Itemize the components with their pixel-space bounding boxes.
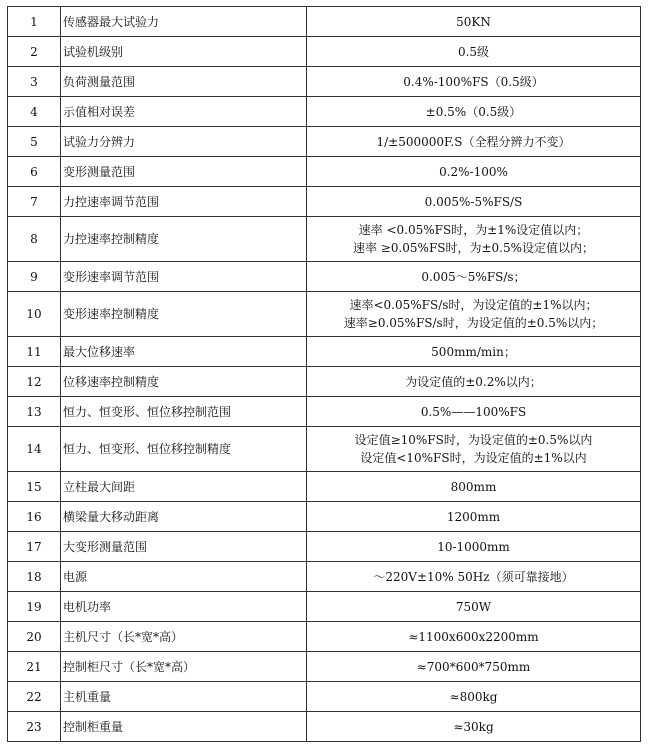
value-line: 10-1000mm (437, 539, 510, 554)
value-line: 设定值<10%FS时，为设定值的±1%以内 (360, 451, 587, 465)
parameter-value (307, 502, 641, 532)
value-line: ±0.5%（0.5级） (425, 105, 522, 119)
table-row (8, 712, 641, 742)
table-row (8, 7, 641, 37)
table-row (8, 397, 641, 427)
value-line: 速率 <0.05%FS时，为±1%设定值以内； (358, 223, 589, 237)
parameter-value (307, 127, 641, 157)
value-line: 500mm/min； (431, 345, 516, 359)
value-line: 速率<0.05%FS/s时，为设定值的±1%以内； (349, 298, 598, 312)
value-line: 1/±500000F.S（全程分辨力不变） (376, 135, 571, 149)
row-number: 20 (8, 622, 61, 652)
parameter-value (307, 592, 641, 622)
value-line: 1200mm (446, 509, 501, 524)
table-row (8, 502, 641, 532)
value-line: 0.4%-100%FS（0.5级） (403, 75, 544, 89)
row-number: 15 (8, 472, 61, 502)
value-line: ≈800kg (449, 689, 498, 704)
table-row (8, 367, 641, 397)
parameter-name: 示值相对误差 (61, 97, 307, 127)
parameter-name: 最大位移速率 (61, 337, 307, 367)
value-line: 0.005%-5%FS/S (424, 194, 523, 209)
row-number: 11 (8, 337, 61, 367)
value-line: ～220V±10% 50Hz（须可靠接地） (373, 570, 574, 584)
row-number: 4 (8, 97, 61, 127)
parameter-name: 试验力分辨力 (61, 127, 307, 157)
row-number: 5 (8, 127, 61, 157)
parameter-name: 控制柜重量 (61, 712, 307, 742)
parameter-name: 力控速率调节范围 (61, 187, 307, 217)
value-line: 设定值≥10%FS时，为设定值的±0.5%以内 (354, 433, 593, 447)
parameter-name: 传感器最大试验力 (61, 7, 307, 37)
value-line: 0.5%——100%FS (420, 404, 527, 419)
spec-table-body (8, 7, 641, 742)
value-line: 速率≥0.05%FS/s时，为设定值的±0.5%以内； (343, 316, 604, 330)
table-row (8, 652, 641, 682)
value-line: ≈1100x600x2200mm (408, 629, 539, 644)
table-row (8, 337, 641, 367)
table-row (8, 427, 641, 472)
table-row (8, 37, 641, 67)
parameter-name: 变形测量范围 (61, 157, 307, 187)
row-number: 2 (8, 37, 61, 67)
parameter-name: 立柱最大间距 (61, 472, 307, 502)
parameter-value (307, 397, 641, 427)
parameter-name: 试验机级别 (61, 37, 307, 67)
parameter-name: 负荷测量范围 (61, 67, 307, 97)
parameter-value (307, 187, 641, 217)
table-row (8, 562, 641, 592)
table-row (8, 622, 641, 652)
parameter-value (307, 532, 641, 562)
parameter-name: 位移速率控制精度 (61, 367, 307, 397)
value-line: 为设定值的±0.2%以内； (405, 375, 542, 389)
parameter-name: 主机重量 (61, 682, 307, 712)
parameter-value (307, 367, 641, 397)
parameter-value (307, 157, 641, 187)
parameter-name: 变形速率控制精度 (61, 292, 307, 337)
parameter-value (307, 622, 641, 652)
table-row (8, 157, 641, 187)
parameter-value (307, 292, 641, 337)
value-line: 800mm (450, 479, 497, 494)
parameter-value (307, 337, 641, 367)
parameter-name: 主机尺寸（长*宽*高） (61, 622, 307, 652)
value-line: ≈700*600*750mm (416, 659, 531, 674)
parameter-name: 恒力、恒变形、恒位移控制范围 (61, 397, 307, 427)
parameter-value (307, 97, 641, 127)
row-number: 23 (8, 712, 61, 742)
value-line: 0.2%-100% (439, 164, 508, 179)
row-number: 6 (8, 157, 61, 187)
table-row (8, 127, 641, 157)
parameter-value (307, 427, 641, 472)
parameter-value (307, 472, 641, 502)
row-number: 13 (8, 397, 61, 427)
value-line: ≈30kg (453, 719, 494, 734)
parameter-value (307, 67, 641, 97)
table-row (8, 532, 641, 562)
row-number: 17 (8, 532, 61, 562)
row-number: 18 (8, 562, 61, 592)
table-row (8, 472, 641, 502)
parameter-value (307, 712, 641, 742)
parameter-name: 控制柜尺寸（长*宽*高） (61, 652, 307, 682)
table-row (8, 97, 641, 127)
value-line: 速率 ≥0.05%FS时，为±0.5%设定值以内； (352, 241, 595, 255)
row-number: 16 (8, 502, 61, 532)
table-row (8, 292, 641, 337)
parameter-value (307, 262, 641, 292)
value-line: 0.5级 (457, 45, 490, 59)
row-number: 9 (8, 262, 61, 292)
row-number: 8 (8, 217, 61, 262)
row-number: 10 (8, 292, 61, 337)
table-row (8, 67, 641, 97)
value-line: 0.005～5%FS/s； (421, 270, 526, 284)
parameter-value (307, 217, 641, 262)
row-number: 1 (8, 7, 61, 37)
table-row (8, 217, 641, 262)
value-line: 750W (455, 599, 492, 614)
row-number: 3 (8, 67, 61, 97)
parameter-name: 横梁量大移动距离 (61, 502, 307, 532)
parameter-name: 大变形测量范围 (61, 532, 307, 562)
row-number: 22 (8, 682, 61, 712)
parameter-value (307, 652, 641, 682)
row-number: 12 (8, 367, 61, 397)
parameter-name: 变形速率调节范围 (61, 262, 307, 292)
value-line: 50KN (456, 14, 491, 29)
row-number: 21 (8, 652, 61, 682)
parameter-name: 电机功率 (61, 592, 307, 622)
row-number: 14 (8, 427, 61, 472)
row-number: 19 (8, 592, 61, 622)
row-number: 7 (8, 187, 61, 217)
parameter-name: 电源 (61, 562, 307, 592)
parameter-value (307, 682, 641, 712)
parameter-value (307, 37, 641, 67)
table-row (8, 187, 641, 217)
parameter-value (307, 7, 641, 37)
table-row (8, 682, 641, 712)
table-row (8, 262, 641, 292)
table-row (8, 592, 641, 622)
parameter-name: 力控速率控制精度 (61, 217, 307, 262)
spec-table (7, 6, 641, 742)
parameter-value (307, 562, 641, 592)
parameter-name: 恒力、恒变形、恒位移控制精度 (61, 427, 307, 472)
